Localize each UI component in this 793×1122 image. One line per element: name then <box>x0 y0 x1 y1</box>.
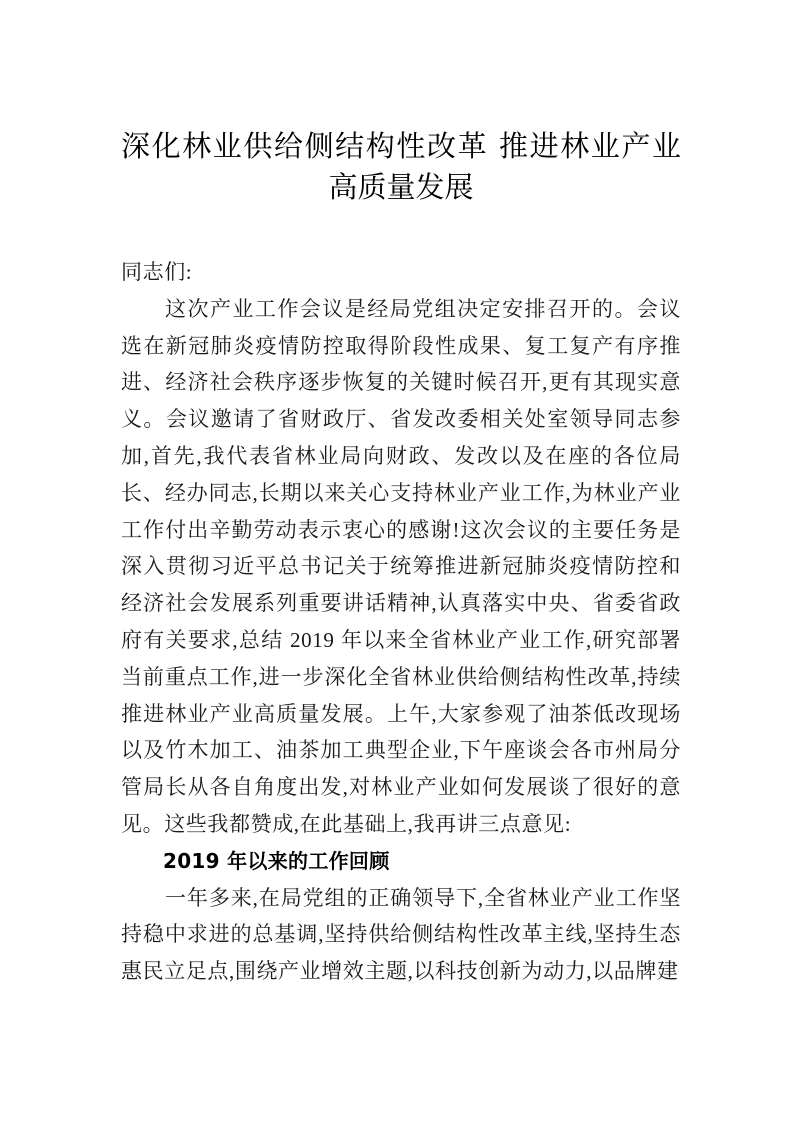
document-content <box>121 0 681 990</box>
section-heading-work-review: 2019 年以来的工作回顾 <box>163 848 390 873</box>
paragraph-work-review: 一年多来,在局党组的正确领导下,全省林业产业工作坚持稳中求进的总基调,坚持供给侧结构性改革主线,坚持生态惠民立足点,围绕产业增效主题,以科技创新为动力,以品牌建 <box>121 885 681 984</box>
page-title-line-2: 高质量发展 <box>328 170 474 204</box>
page-title-line-1: 深化林业供给侧结构性改革 推进林业产业 <box>121 129 681 163</box>
salutation: 同志们: <box>121 260 193 284</box>
paragraph-opening: 这次产业工作会议是经局党组决定安排召开的。会议选在新冠肺炎疫情防控取得阶段性成果、复工复产有序推进、经济社会秩序逐步恢复的关键时候召开,更有其现实意义。会议邀请了省财政厅、省发改委相关处室领导同志参加,首先,我代表省林业局向财政、发改以及在座的各位局长、经办同志,长期以来关心支持林业产业工作,为林业产业工作付出辛勤劳动表示衷心的感谢!这次会议的主要任务是深入贯彻习近平总书记关于统筹推进新冠肺炎疫情防控和经济社会发展系列重要讲话精神,认真落实中央、省委省政府有关要求,总结 2019 年以来全省林业产业工作,研究部署当前重点工作,进一步深化全省林业供给侧结构性改革,持续推进林业产业高质量发展。上午,大家参观了油茶低改现场以及竹木加工、油茶加工典型企业,下午座谈会各市州局分管局长从各自角度出发,对林业产业如何发展谈了很好的意见。这些我都赞成,在此基础上,我再讲三点意见: <box>121 296 681 836</box>
page-title <box>121 0 681 208</box>
